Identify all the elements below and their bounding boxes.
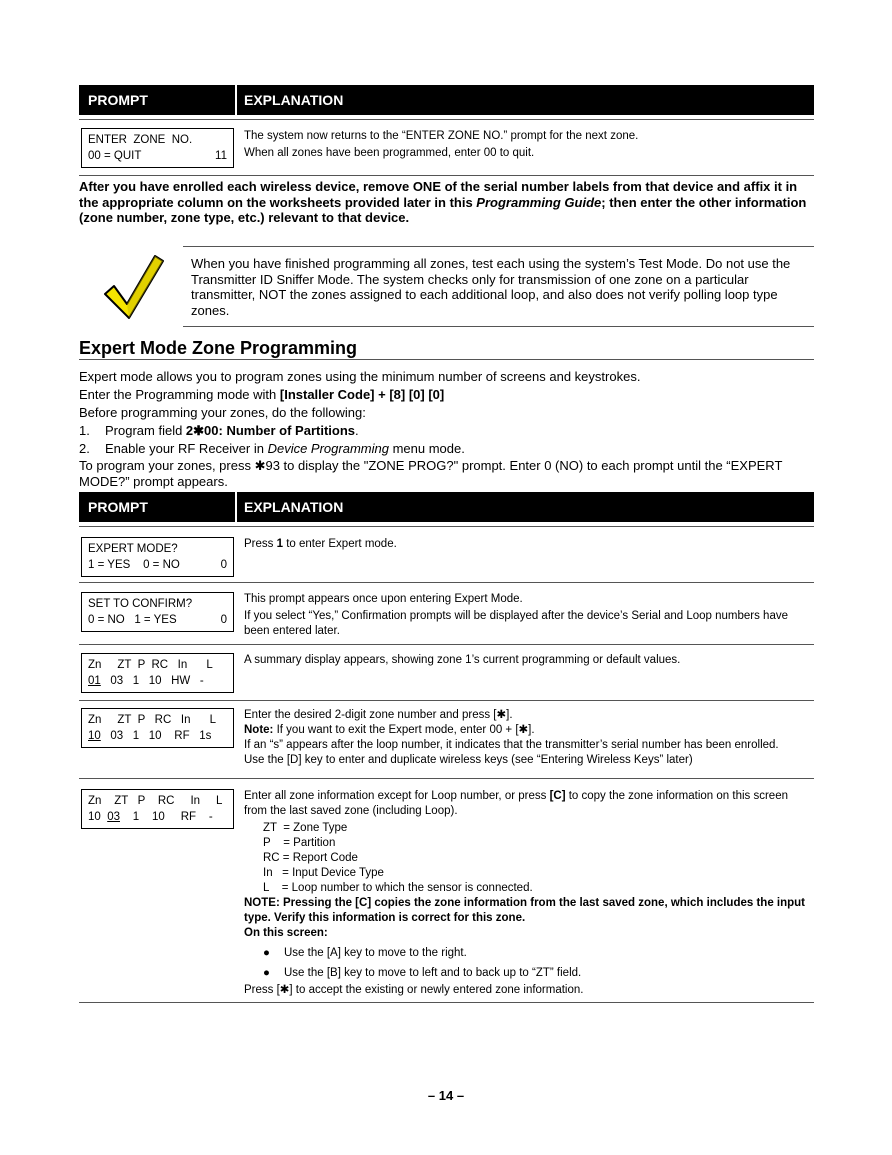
header-divider (235, 492, 237, 522)
lcd-display-enter-zone (81, 128, 234, 168)
key: [C] (549, 790, 566, 802)
lcd-line: Zn ZT P RC In L (88, 714, 217, 726)
menu-name: Device Programming (267, 441, 389, 456)
lcd-line (88, 728, 227, 744)
lcd-value: 0 (220, 614, 227, 626)
explanation-column-header: EXPLANATION (244, 499, 344, 515)
table-header (79, 85, 814, 115)
lcd-line (88, 148, 227, 164)
explanation-line: Use the [D] key to enter and duplicate wireless keys (see “Entering Wireless Keys” later) (244, 754, 693, 766)
test-mode-note: When you have finished programming all zones, test each using the system’s Test Mode. Do not use the Transmitter ID Sniffer Mode. The system checks only for transmission of one zone on a particular transmitter, NOT the zones assigned to each additional loop, and also does not verify polling loop type zones. (191, 256, 791, 318)
lcd-line (88, 673, 227, 689)
explanation-line (244, 789, 809, 819)
lcd-line (88, 809, 227, 825)
explanation-line (244, 723, 809, 738)
note-rule (183, 326, 814, 327)
header-divider (235, 85, 237, 115)
text: . (355, 423, 359, 438)
lcd-text: 03 1 10 RF 1s (100, 730, 212, 742)
bullet-item (244, 946, 809, 961)
explanation-column-header: EXPLANATION (244, 92, 344, 108)
note-rule (183, 246, 814, 247)
table-rule (79, 644, 814, 645)
bullet-icon: ● (263, 967, 270, 979)
page-number: – 14 – (427, 1088, 465, 1103)
zone-type-cursor: 03 (107, 811, 120, 823)
on-screen-label: On this screen: (244, 927, 328, 939)
bullet-text: Use the [B] key to move to left and to back up to “ZT” field. (284, 967, 582, 979)
list-item (79, 422, 814, 440)
lcd-display-zone-info (81, 789, 234, 829)
lcd-line (88, 557, 227, 573)
section-body (79, 368, 814, 490)
text: Program field (105, 423, 186, 438)
lcd-value: 0 (220, 559, 227, 571)
explanation-zone-entry (244, 708, 809, 768)
text: to enter Expert mode. (283, 538, 397, 550)
text: If you want to exit the Expert mode, enter 00 + [✱]. (273, 724, 535, 736)
definition-item: L = Loop number to which the sensor is connected. (263, 882, 533, 894)
lcd-line: ENTER ZONE NO. (88, 134, 193, 146)
zone-number-cursor: 10 (88, 730, 101, 742)
text: to copy the zone information on this screen from the last saved zone (including Loop). (244, 790, 788, 817)
lcd-value: 11 (215, 150, 227, 162)
text: Enter the Programming mode with (79, 387, 280, 402)
note-text: ; then enter the other information (zone number, zone type, etc.) relevant to that device. (79, 194, 807, 225)
text: menu mode. (388, 441, 465, 456)
zone-number-cursor: 01 (88, 675, 101, 687)
lcd-display-summary (81, 653, 234, 693)
definition-list (244, 821, 809, 896)
explanation-line: The system now returns to the “ENTER ZONE NO.” prompt for the next zone. (244, 130, 639, 142)
prompt-column-header: PROMPT (88, 499, 148, 515)
text: Press (244, 538, 277, 550)
explanation-line: If you select “Yes,” Confirmation prompts will be displayed after the device’s Serial and Loop numbers have been entered later. (244, 610, 788, 637)
bullet-icon: ● (263, 947, 270, 959)
key: 1 (276, 538, 283, 550)
paragraph: Before programming your zones, do the following: (79, 405, 366, 420)
field-name: 2✱00: Number of Partitions (185, 423, 356, 438)
lcd-line: Zn ZT P RC In L (88, 795, 223, 807)
list-number: 1. (79, 423, 90, 438)
note-copy-warning: NOTE: Pressing the [C] copies the zone information from the last saved zone, which includes the input type. Verify this information is correct for this zone. (244, 897, 806, 924)
guide-title: Programming Guide (476, 194, 602, 210)
note-text: After you have enrolled each wireless device, remove ONE of the serial number labels from that device and affix it in the appropriate column on the worksheets provided later in this (79, 179, 798, 210)
explanation-confirm (244, 592, 809, 639)
text: Enable your RF Receiver in (105, 441, 268, 456)
explanation-expert-mode (244, 537, 809, 552)
lcd-display-expert-mode (81, 537, 234, 577)
lcd-text: 0 = NO 1 = YES (88, 614, 177, 626)
table-rule (79, 778, 814, 779)
table-rule (79, 582, 814, 583)
lcd-line: Zn ZT P RC In L (88, 659, 213, 671)
lcd-text: 1 10 RF - (119, 811, 213, 823)
definition-item: In = Input Device Type (263, 867, 384, 879)
explanation-line: Press [✱] to accept the existing or newly entered zone information. (244, 984, 584, 996)
paragraph: Expert mode allows you to program zones using the minimum number of screens and keystrokes. (79, 369, 641, 384)
explanation-line: Enter the desired 2-digit zone number and press [✱]. (244, 709, 513, 721)
lcd-line: EXPERT MODE? (88, 543, 178, 555)
explanation-summary: A summary display appears, showing zone 1’s current programming or default values. (244, 654, 681, 666)
lcd-display-confirm (81, 592, 234, 632)
bullet-item (244, 966, 809, 981)
bullet-text: Use the [A] key to move to the right. (284, 947, 467, 959)
table-rule (79, 119, 814, 120)
table-rule (79, 700, 814, 701)
table-rule (79, 526, 814, 527)
lcd-text: 03 1 10 HW - (100, 675, 204, 687)
text: Enter all zone information except for Loop number, or press (244, 790, 550, 802)
explanation-line: This prompt appears once upon entering Expert Mode. (244, 593, 523, 605)
list-number: 2. (79, 441, 90, 456)
key-sequence: [Installer Code] + [8] [0] [0] (279, 387, 445, 402)
lcd-text: 10 (88, 811, 108, 823)
explanation-zone-info (244, 789, 809, 998)
checkmark-icon (103, 252, 165, 320)
prompt-column-header: PROMPT (88, 92, 148, 108)
table-rule (79, 175, 814, 176)
section-title: Expert Mode Zone Programming (79, 338, 358, 358)
lcd-line (88, 612, 227, 628)
lcd-text: 00 = QUIT (88, 150, 142, 162)
lcd-display-zone-entry (81, 708, 234, 748)
explanation-line: If an “s” appears after the loop number, it indicates that the transmitter’s serial number has been enrolled. (244, 739, 779, 751)
note-label: Note: (244, 724, 274, 736)
table-rule (79, 1002, 814, 1003)
section-rule (79, 359, 814, 360)
table-header (79, 492, 814, 522)
list-item (79, 440, 814, 458)
explanation-enter-zone (244, 129, 809, 161)
explanation-line: When all zones have been programmed, enter 00 to quit. (244, 147, 535, 159)
enrollment-note (79, 179, 814, 226)
lcd-text: 1 = YES 0 = NO (88, 559, 180, 571)
definition-item: RC = Report Code (263, 852, 358, 864)
definition-item: ZT = Zone Type (263, 822, 348, 834)
lcd-line: SET TO CONFIRM? (88, 598, 193, 610)
paragraph (79, 386, 814, 404)
definition-item: P = Partition (263, 837, 336, 849)
paragraph: To program your zones, press ✱93 to display the "ZONE PROG?" prompt. Enter 0 (NO) to each prompt until the “EXPERT MODE?” prompt appears. (79, 458, 783, 489)
